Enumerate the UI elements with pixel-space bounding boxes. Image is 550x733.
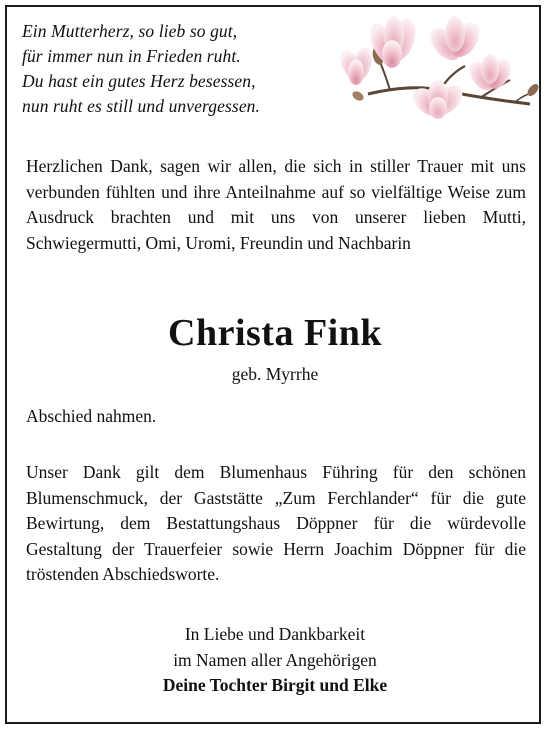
signers: Deine Tochter Birgit und Elke (162, 675, 388, 695)
poem-line: Du hast ein gutes Herz besessen, (22, 71, 256, 91)
closing-block (0, 622, 550, 699)
poem-line: Ein Mutterherz, so lieb so gut, (22, 21, 238, 41)
poem-line: nun ruht es still und unvergessen. (22, 96, 261, 116)
magnolia-branch-image (330, 14, 540, 126)
gratitude-paragraph: Unser Dank gilt dem Blumenhaus Führing für den schönen Blumenschmuck, der Gaststätte „Zum Ferchlander“ für die gute Bewirtung, dem Bestattungshaus Döppner für die würdevolle Gestaltung der Trauerfeier sowie Herrn Joachim Döppner für die tröstenden Abschiedsworte. (26, 462, 526, 585)
deceased-name: Christa Fink (168, 312, 382, 354)
closing-line: im Namen aller Angehörigen (173, 649, 377, 670)
memorial-poem (22, 19, 260, 119)
birth-name: geb. Myrrhe (231, 364, 319, 384)
farewell-text: Abschied nahmen. (26, 406, 157, 426)
thanks-paragraph: Herzlichen Dank, sagen wir allen, die sich in stiller Trauer mit uns verbunden fühlten und ihre Anteilnahme auf so vielfältige Weise zum Ausdruck brachten und mit uns von unserer lieben Mutti, Schwiegermutti, Omi, Uromi, Freundin und Nachbarin (26, 156, 526, 253)
poem-line: für immer nun in Frieden ruht. (22, 46, 241, 66)
closing-line: In Liebe und Dankbarkeit (184, 624, 366, 644)
